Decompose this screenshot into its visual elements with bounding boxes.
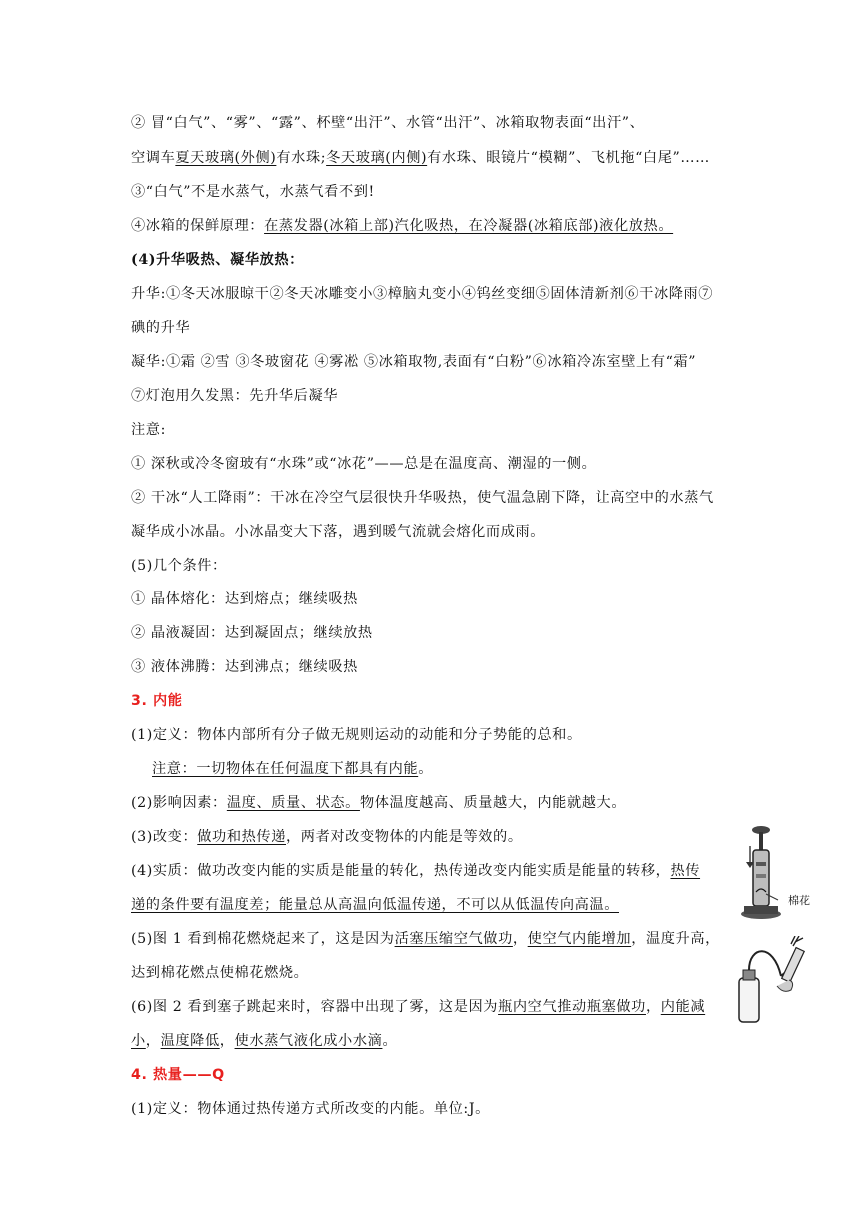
text-line: ③“白气”不是水蒸气，水蒸气看不到! <box>131 184 375 200</box>
text-span: ，两者对改变物体的内能是等效的。 <box>286 829 523 845</box>
text-line: 凝华成小冰晶。小冰晶变大下落，遇到暖气流就会熔化而成雨。 <box>131 524 546 540</box>
underlined-text: 活塞压缩空气做功 <box>394 931 513 947</box>
text-line: ② 晶液凝固：达到凝固点；继续放热 <box>131 625 373 641</box>
text-span: ，温度升高， <box>631 931 720 947</box>
underlined-text: 瓶内空气推动瓶塞做功 <box>498 999 646 1015</box>
text-line <box>131 861 700 881</box>
underlined-text: 在蒸发器(冰箱上部)汽化吸热，在冷凝器(冰箱底部)液化放热。 <box>264 218 674 234</box>
underlined-text: 小 <box>131 1033 146 1049</box>
text-span: 。 <box>382 1033 398 1049</box>
text-line: ③ 液体沸腾：达到沸点；继续吸热 <box>131 659 358 675</box>
text-span: ， <box>512 931 528 947</box>
underlined-text: 夏天玻璃(外侧) <box>175 150 277 166</box>
text-line: 达到棉花燃点使棉花燃烧。 <box>131 965 309 981</box>
text-span: (4)实质：做功改变内能的实质是能量的转化，热传递改变内能实质是能量的转移， <box>131 863 671 879</box>
text-span: (3)改变： <box>131 829 198 845</box>
text-span: (5)图 1 看到棉花燃烧起来了，这是因为 <box>131 931 395 947</box>
text-line <box>131 827 523 847</box>
text-span: 物体温度越高、质量越大，内能就越大。 <box>359 795 627 811</box>
underlined-text: 注意：一切物体在任何温度下都具有内能 <box>152 761 419 777</box>
text-span: 有水珠、眼镜片“模糊”、飞机拖“白尾”…… <box>427 150 710 166</box>
text-line: 凝华:①霜 ②雪 ③冬玻窗花 ④雾凇 ⑤冰箱取物,表面有“白粉”⑥冰箱冷冻室壁上有“霜” <box>131 354 697 370</box>
underlined-text: 热传 <box>670 863 701 879</box>
text-line: (1)定义：物体内部所有分子做无规则运动的动能和分子势能的总和。 <box>131 727 582 743</box>
section-heading: 3. 内能 <box>131 693 183 709</box>
text-line: ② 干冰“人工降雨”：干冰在冷空气层很快升华吸热，使气温急剧下降，让高空中的水蒸气 <box>131 490 714 506</box>
text-span: ， <box>645 999 661 1015</box>
text-line: ① 晶体熔化：达到熔点；继续吸热 <box>131 591 358 607</box>
text-span: 。 <box>418 761 433 777</box>
text-line <box>131 929 720 949</box>
text-line: ② 冒“白气”、“雾”、“露”、杯壁“出汗”、水管“出汗”、冰箱取物表面“出汗”、 <box>131 115 645 131</box>
text-line: ① 深秋或冷冬窗玻有“水珠”或“冰花”——总是在温度高、潮湿的一侧。 <box>131 456 597 472</box>
text-line <box>131 895 619 915</box>
underlined-text: 内能减 <box>660 999 706 1015</box>
text-line: ⑦灯泡用久发黑：先升华后凝华 <box>131 388 339 404</box>
text-line: 碘的升华 <box>131 320 191 336</box>
text-line <box>131 793 626 813</box>
fire-syringe-figure <box>740 822 830 927</box>
text-span: ， <box>145 1033 161 1049</box>
underlined-text: 温度、质量、状态。 <box>226 795 360 811</box>
text-span: 空调车 <box>131 150 176 166</box>
text-line <box>131 216 673 236</box>
underlined-text: 冬天玻璃(内侧) <box>326 150 428 166</box>
underlined-text: 温度降低 <box>160 1033 220 1049</box>
text-span: ④冰箱的保鲜原理： <box>131 218 265 234</box>
underlined-text: 使空气内能增加 <box>527 931 632 947</box>
text-span: 有水珠; <box>276 150 327 166</box>
underlined-text: 使水蒸气液化成小水滴 <box>234 1033 383 1049</box>
text-span: (2)影响因素： <box>131 795 227 811</box>
text-line: 升华:①冬天冰服晾干②冬天冰雕变小③樟脑丸变小④钨丝变细⑤固体清新剂⑥干冰降雨⑦ <box>131 286 714 302</box>
text-line: (1)定义：物体通过热传递方式所改变的内能。单位:J。 <box>131 1101 490 1117</box>
text-line <box>131 997 705 1017</box>
text-span: (6)图 2 看到塞子跳起来时，容器中出现了雾，这是因为 <box>131 999 499 1015</box>
text-span: ， <box>219 1033 235 1049</box>
section-heading: 4. 热量——Q <box>131 1067 225 1083</box>
text-line: (5)几个条件： <box>131 558 227 574</box>
underlined-text: 做功和热传递 <box>197 829 286 845</box>
underlined-text: 递的条件要有温度差；能量总从高温向低温传递，不可以从低温传向高温。 <box>131 897 619 913</box>
bottle-pump-figure <box>733 936 813 1026</box>
text-line: 注意: <box>131 422 166 438</box>
cotton-label: 棉花 <box>788 894 810 907</box>
text-line <box>131 1031 397 1051</box>
section-subheading: (4)升华吸热、凝华放热： <box>131 252 304 268</box>
text-line <box>131 148 710 168</box>
text-line <box>152 759 433 779</box>
